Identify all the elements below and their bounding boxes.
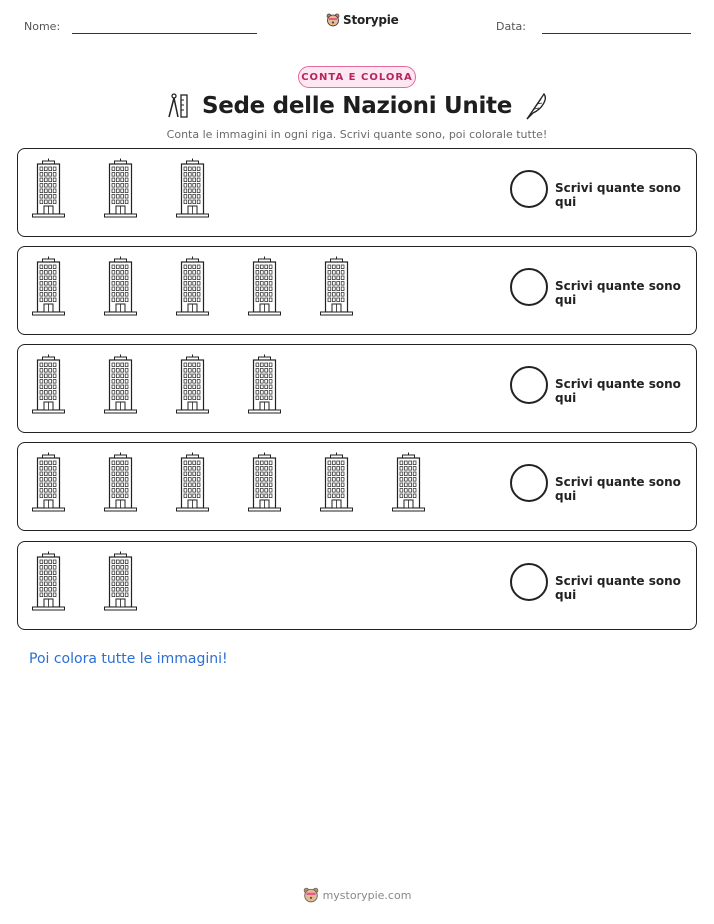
answer-label: Scrivi quante sono qui [555, 279, 681, 307]
building-icon [31, 256, 66, 318]
counting-row [17, 344, 697, 433]
building-icon [31, 354, 66, 416]
footer-site: mystorypie.com [322, 888, 412, 902]
building-icon [31, 452, 66, 514]
building-icon [103, 452, 138, 514]
footer [0, 887, 714, 903]
building-icon [175, 256, 210, 318]
counting-row [17, 246, 697, 335]
building-group [31, 158, 210, 220]
building-icon [175, 158, 210, 220]
instructions: Conta le immagini in ogni riga. Scrivi quante sono, poi colorale tutte! [166, 128, 548, 141]
building-icon [319, 256, 354, 318]
building-group [31, 354, 282, 416]
answer-circle[interactable] [510, 366, 548, 404]
answer-circle[interactable] [510, 170, 548, 208]
compass-ruler-icon [166, 93, 190, 119]
counting-row [17, 541, 697, 630]
building-icon [31, 551, 66, 613]
answer-circle[interactable] [510, 563, 548, 601]
building-icon [391, 452, 426, 514]
name-line[interactable] [72, 33, 257, 34]
building-icon [247, 452, 282, 514]
building-icon [103, 158, 138, 220]
building-group [31, 551, 138, 613]
bear-mascot-icon [303, 887, 319, 903]
answer-label: Scrivi quante sono qui [555, 574, 681, 602]
date-label: Data: [496, 20, 526, 33]
title-row [0, 91, 714, 121]
answer-circle[interactable] [510, 464, 548, 502]
building-icon [103, 551, 138, 613]
date-line[interactable] [542, 33, 691, 34]
bear-mascot-icon [326, 13, 340, 27]
building-icon [247, 256, 282, 318]
building-icon [103, 354, 138, 416]
building-icon [175, 354, 210, 416]
answer-circle[interactable] [510, 268, 548, 306]
building-group [31, 452, 426, 514]
coloring-note: Poi colora tutte le immagini! [29, 651, 228, 667]
building-group [31, 256, 354, 318]
building-icon [175, 452, 210, 514]
answer-label: Scrivi quante sono qui [555, 475, 681, 503]
brand-logo [326, 13, 399, 27]
building-icon [31, 158, 66, 220]
building-icon [247, 354, 282, 416]
brand-name: Storypie [343, 13, 399, 27]
counting-row [17, 442, 697, 531]
answer-label: Scrivi quante sono qui [555, 377, 681, 405]
answer-label: Scrivi quante sono qui [555, 181, 681, 209]
building-icon [103, 256, 138, 318]
counting-row [17, 148, 697, 237]
name-label: Nome: [24, 20, 61, 33]
feather-quill-icon [524, 91, 548, 121]
page-title: Sede delle Nazioni Unite [201, 93, 513, 119]
activity-badge: CONTA E COLORA [298, 66, 416, 88]
building-icon [319, 452, 354, 514]
